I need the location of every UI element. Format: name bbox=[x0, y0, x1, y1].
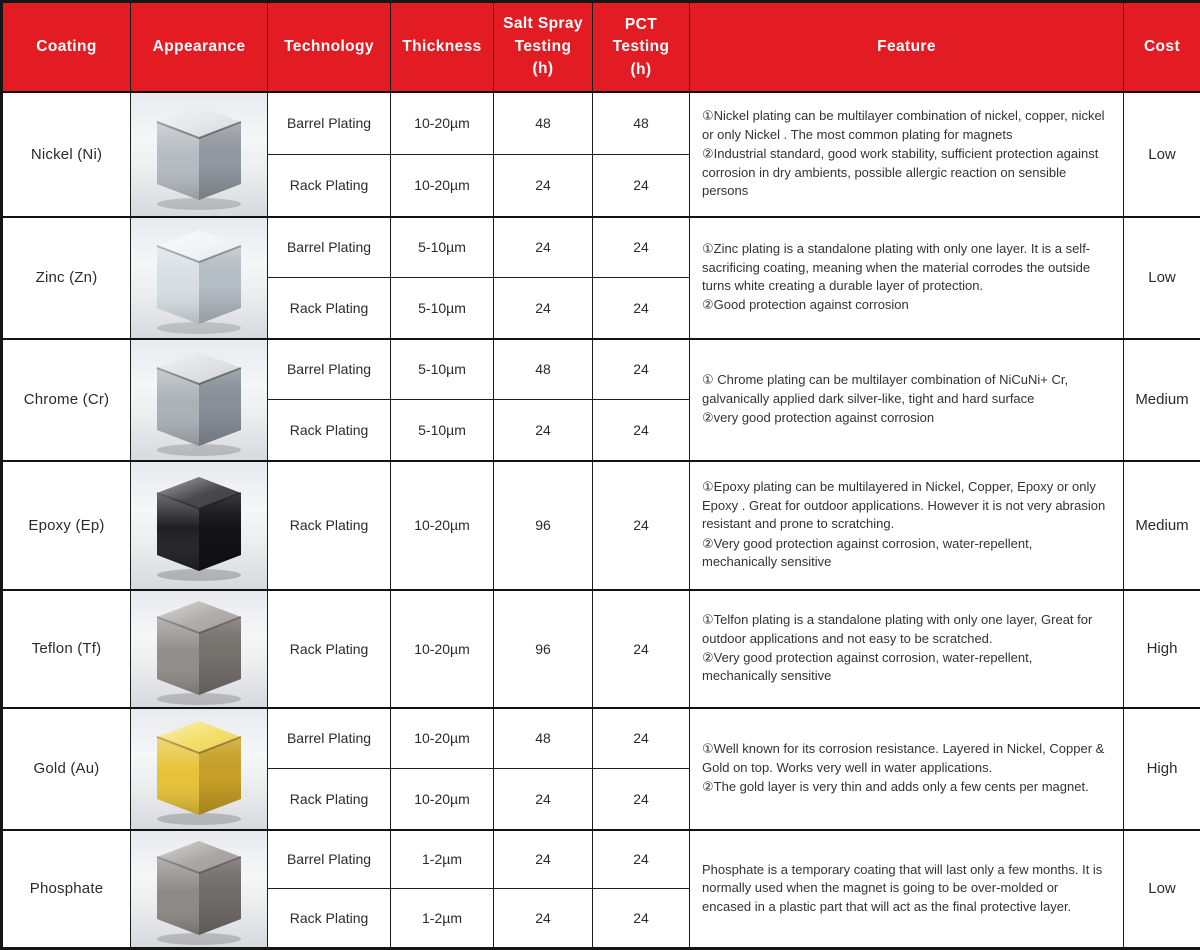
technology-cell: Barrel Plating bbox=[268, 217, 391, 278]
technology-cell: Rack Plating bbox=[268, 278, 391, 339]
col-header-technology bbox=[268, 2, 391, 92]
col-header-cost bbox=[1124, 2, 1200, 92]
magnet-cube-image bbox=[147, 715, 251, 827]
thickness-cell: 10-20µm bbox=[391, 590, 494, 708]
col-header-coating bbox=[2, 2, 131, 92]
feature-cell-nickel bbox=[690, 92, 1124, 217]
pct-line-2: (h) bbox=[597, 59, 685, 81]
salt-spray-cell: 48 bbox=[494, 339, 593, 400]
cost-cell-nickel: Low bbox=[1124, 92, 1200, 217]
feature-line: ① Chrome plating can be multilayer combination of NiCuNi+ Cr, galvanically applied dark silver-like, tight and hard surface bbox=[702, 371, 1109, 408]
feature-line: ①Well known for its corrosion resistance. Layered in Nickel, Copper & Gold on top. Works very well in water applications. bbox=[702, 740, 1109, 777]
thickness-cell: 5-10µm bbox=[391, 278, 494, 339]
pct-cell: 24 bbox=[593, 278, 690, 339]
col-header-pct bbox=[593, 2, 690, 92]
feature-line: ①Telfon plating is a standalone plating with only one layer, Great for outdoor applications and not easy to be scratched. bbox=[702, 611, 1109, 648]
feature-cell-gold bbox=[690, 708, 1124, 830]
salt-spray-cell: 24 bbox=[494, 830, 593, 889]
pct-line-1: PCT Testing bbox=[597, 14, 685, 59]
col-header-salt-spray bbox=[494, 2, 593, 92]
coating-cell-gold: Gold (Au) bbox=[2, 708, 131, 830]
thickness-cell: 10-20µm bbox=[391, 155, 494, 217]
technology-cell: Rack Plating bbox=[268, 889, 391, 948]
technology-cell: Rack Plating bbox=[268, 590, 391, 708]
coating-cell-epoxy: Epoxy (Ep) bbox=[2, 461, 131, 590]
pct-cell: 24 bbox=[593, 708, 690, 769]
appearance-cell-chrome bbox=[131, 339, 268, 461]
feature-cell-phosphate bbox=[690, 830, 1124, 949]
thickness-cell: 10-20µm bbox=[391, 708, 494, 769]
cost-cell-epoxy: Medium bbox=[1124, 461, 1200, 590]
salt-spray-cell: 24 bbox=[494, 278, 593, 339]
col-header-appearance bbox=[131, 2, 268, 92]
pct-cell: 24 bbox=[593, 339, 690, 400]
feature-line: ②very good protection against corrosion bbox=[702, 409, 1109, 427]
salt-spray-cell: 48 bbox=[494, 92, 593, 155]
technology-cell: Barrel Plating bbox=[268, 339, 391, 400]
cost-cell-gold: High bbox=[1124, 708, 1200, 830]
salt-spray-cell: 24 bbox=[494, 155, 593, 217]
technology-cell: Barrel Plating bbox=[268, 92, 391, 155]
technology-cell: Rack Plating bbox=[268, 155, 391, 217]
pct-cell: 24 bbox=[593, 830, 690, 889]
feature-line: ①Zinc plating is a standalone plating with only one layer. It is a self- sacrificing coating, meaning when the material corrodes the outside turns white creating a durable layer of protection. bbox=[702, 240, 1109, 295]
salt-spray-cell: 24 bbox=[494, 400, 593, 461]
appearance-cell-gold bbox=[131, 708, 268, 830]
appearance-cell-nickel bbox=[131, 92, 268, 217]
col-header-feature-label: Feature bbox=[877, 38, 936, 55]
thickness-cell: 5-10µm bbox=[391, 400, 494, 461]
salt-spray-cell: 24 bbox=[494, 217, 593, 278]
feature-cell-chrome bbox=[690, 339, 1124, 461]
cost-cell-teflon: High bbox=[1124, 590, 1200, 708]
coating-cell-nickel: Nickel (Ni) bbox=[2, 92, 131, 217]
pct-cell: 24 bbox=[593, 400, 690, 461]
appearance-cell-teflon bbox=[131, 590, 268, 708]
thickness-cell: 1-2µm bbox=[391, 830, 494, 889]
col-header-technology-label: Technology bbox=[284, 38, 374, 55]
col-header-thickness-label: Thickness bbox=[402, 38, 481, 55]
feature-line: ②Good protection against corrosion bbox=[702, 296, 1109, 314]
magnet-cube-image bbox=[147, 346, 251, 458]
magnet-cube-image bbox=[147, 224, 251, 336]
col-header-thickness bbox=[391, 2, 494, 92]
magnet-cube-image bbox=[147, 835, 251, 947]
appearance-cell-epoxy bbox=[131, 461, 268, 590]
pct-cell: 24 bbox=[593, 155, 690, 217]
col-header-appearance-label: Appearance bbox=[153, 38, 246, 55]
pct-cell: 24 bbox=[593, 217, 690, 278]
cost-cell-phosphate: Low bbox=[1124, 830, 1200, 949]
salt-spray-cell: 24 bbox=[494, 769, 593, 830]
coating-cell-phosphate: Phosphate bbox=[2, 830, 131, 949]
technology-cell: Barrel Plating bbox=[268, 830, 391, 889]
salt-spray-line-1: Salt Spray bbox=[498, 13, 588, 35]
pct-cell: 24 bbox=[593, 889, 690, 948]
feature-line: ②Very good protection against corrosion, water-repellent, mechanically sensitive bbox=[702, 649, 1109, 686]
feature-line: ②Very good protection against corrosion, water-repellent, mechanically sensitive bbox=[702, 535, 1109, 572]
col-header-cost-label: Cost bbox=[1144, 38, 1180, 55]
pct-cell: 24 bbox=[593, 769, 690, 830]
thickness-cell: 5-10µm bbox=[391, 217, 494, 278]
coating-cell-chrome: Chrome (Cr) bbox=[2, 339, 131, 461]
magnet-cube-image bbox=[147, 100, 251, 212]
col-header-coating-label: Coating bbox=[36, 38, 97, 55]
salt-spray-line-3: (h) bbox=[498, 58, 588, 80]
technology-cell: Barrel Plating bbox=[268, 708, 391, 769]
thickness-cell: 5-10µm bbox=[391, 339, 494, 400]
salt-spray-cell: 24 bbox=[494, 889, 593, 948]
feature-cell-zinc bbox=[690, 217, 1124, 339]
appearance-cell-phosphate bbox=[131, 830, 268, 949]
feature-line: Phosphate is a temporary coating that will last only a few months. It is normally used when the magnet is going to be over-molded or encased in a plastic part that will act as the final protective layer. bbox=[702, 861, 1109, 916]
cost-cell-zinc: Low bbox=[1124, 217, 1200, 339]
salt-spray-line-2: Testing bbox=[498, 36, 588, 58]
appearance-cell-zinc bbox=[131, 217, 268, 339]
pct-cell: 24 bbox=[593, 461, 690, 590]
magnet-cube-image bbox=[147, 471, 251, 583]
coating-cell-teflon: Teflon (Tf) bbox=[2, 590, 131, 708]
feature-cell-teflon bbox=[690, 590, 1124, 708]
salt-spray-cell: 96 bbox=[494, 590, 593, 708]
feature-line: ②The gold layer is very thin and adds only a few cents per magnet. bbox=[702, 778, 1109, 796]
feature-line: ②Industrial standard, good work stability, sufficient protection against corrosion in dry ambients, possible allergic reaction on sensible persons bbox=[702, 145, 1109, 200]
cost-cell-chrome: Medium bbox=[1124, 339, 1200, 461]
feature-cell-epoxy bbox=[690, 461, 1124, 590]
thickness-cell: 10-20µm bbox=[391, 769, 494, 830]
thickness-cell: 1-2µm bbox=[391, 889, 494, 948]
thickness-cell: 10-20µm bbox=[391, 92, 494, 155]
technology-cell: Rack Plating bbox=[268, 400, 391, 461]
coating-cell-zinc: Zinc (Zn) bbox=[2, 217, 131, 339]
feature-line: ①Nickel plating can be multilayer combination of nickel, copper, nickel or only Nickel . The most common plating for magnets bbox=[702, 107, 1109, 144]
pct-cell: 48 bbox=[593, 92, 690, 155]
technology-cell: Rack Plating bbox=[268, 461, 391, 590]
col-header-feature bbox=[690, 2, 1124, 92]
magnet-cube-image bbox=[147, 595, 251, 707]
salt-spray-cell: 48 bbox=[494, 708, 593, 769]
pct-cell: 24 bbox=[593, 590, 690, 708]
technology-cell: Rack Plating bbox=[268, 769, 391, 830]
thickness-cell: 10-20µm bbox=[391, 461, 494, 590]
feature-line: ①Epoxy plating can be multilayered in Nickel, Copper, Epoxy or only Epoxy . Great for outdoor applications. However it is not very abrasion resistant and prone to scratching. bbox=[702, 478, 1109, 533]
salt-spray-cell: 96 bbox=[494, 461, 593, 590]
